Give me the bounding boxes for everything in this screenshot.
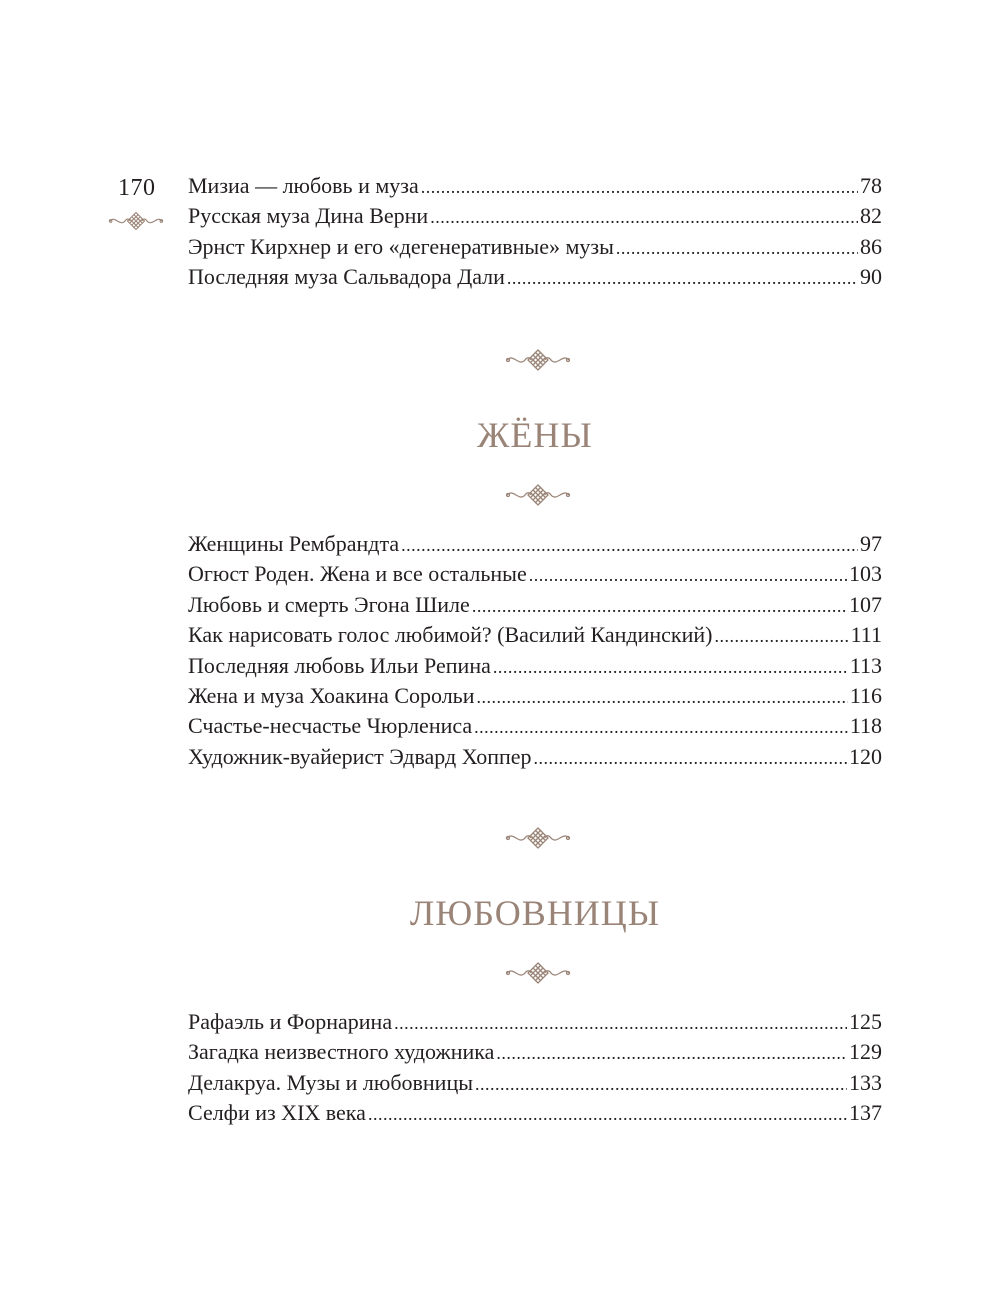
toc-entry-page: 107 [849,591,882,617]
dot-leader [394,1008,847,1038]
toc-entry-page: 116 [849,682,882,708]
dot-leader [715,621,849,651]
toc-entry[interactable] [188,171,882,201]
toc-entry[interactable] [188,1068,882,1098]
toc-entry-title: Как нарисовать голос любимой? (Василий Кандинский) [188,622,713,648]
toc-entry-page: 129 [849,1039,882,1065]
toc-entry-title: Счастье-несчастье Чюрлениса [188,713,473,739]
toc-entry-title: Художник-вуайерист Эдвард Хоппер [188,743,532,769]
toc-entry[interactable] [188,742,882,772]
knot-ornament-icon [505,825,571,851]
toc-entry-title: Женщины Рембрандта [188,531,400,556]
dot-leader [401,530,858,560]
toc-entry[interactable] [188,559,882,589]
toc-entry[interactable] [188,681,882,711]
knot-ornament-icon [108,210,164,232]
knot-ornament-icon [505,960,571,986]
toc-entry-title: Последняя любовь Ильи Репина [188,652,491,678]
toc-section-lovers [188,1007,882,1129]
toc-entry-title: Рафаэль и Форнарина [188,1009,393,1034]
toc-entry[interactable] [188,1007,882,1037]
dot-leader [507,263,858,293]
toc-entry-page: 97 [860,531,882,556]
dot-leader [421,172,858,202]
toc-entry-title: Селфи из XIX века [188,1100,366,1126]
dot-leader [474,712,848,742]
toc-entry-page: 120 [849,743,882,769]
toc-entry-page: 90 [860,264,882,290]
section-heading-lovers: ЛЮБОВНИЦЫ [409,893,661,933]
toc-entry-title: Делакруа. Музы и любовницы [188,1069,474,1095]
toc-entry-page: 125 [849,1009,882,1034]
toc-entry[interactable] [188,201,882,231]
toc-entry-page: 82 [860,203,882,229]
toc-entry-title: Любовь и смерть Эгона Шиле [188,591,470,617]
toc-entry-title: Мизиа — любовь и муза [188,173,419,198]
toc-entry[interactable] [188,590,882,620]
dot-leader [472,591,847,621]
toc-entry-page: 113 [849,652,882,678]
dot-leader [534,743,847,773]
toc-entry-title: Огюст Роден. Жена и все остальные [188,561,527,587]
toc-entry-page: 118 [849,713,882,739]
toc-entry-page: 111 [850,622,882,648]
toc-entry-title: Эрнст Кирхнер и его «дегенеративные» музы [188,233,614,259]
toc-entry[interactable] [188,1037,882,1067]
dot-leader [475,1069,847,1099]
toc-entry[interactable] [188,651,882,681]
toc-entry-page: 103 [849,561,882,587]
dot-leader [616,233,858,263]
dot-leader [476,682,847,712]
toc-entry[interactable] [188,1098,882,1128]
dot-leader [493,652,848,682]
toc-section-muses [188,171,882,293]
knot-ornament-icon [505,347,571,373]
toc-entry-title: Жена и муза Хоакина Сорольи [188,682,475,708]
toc-entry[interactable] [188,711,882,741]
dot-leader [430,202,858,232]
toc-entry[interactable] [188,620,882,650]
toc-entry-title: Последняя муза Сальвадора Дали [188,264,505,290]
dot-leader [368,1099,847,1129]
page-number: 170 [118,175,156,201]
toc-entry-page: 86 [860,233,882,259]
knot-ornament-icon [505,482,571,508]
toc-entry-title: Русская муза Дина Верни [188,203,429,229]
section-heading-wives: ЖЁНЫ [477,415,593,455]
toc-entry[interactable] [188,529,882,559]
toc-entry[interactable] [188,232,882,262]
dot-leader [529,560,847,590]
toc-entry-page: 78 [860,173,882,198]
toc-entry[interactable] [188,262,882,292]
toc-entry-page: 137 [849,1100,882,1126]
toc-section-wives [188,529,882,772]
dot-leader [496,1038,847,1068]
toc-entry-title: Загадка неизвестного художника [188,1039,495,1065]
toc-entry-page: 133 [849,1069,882,1095]
